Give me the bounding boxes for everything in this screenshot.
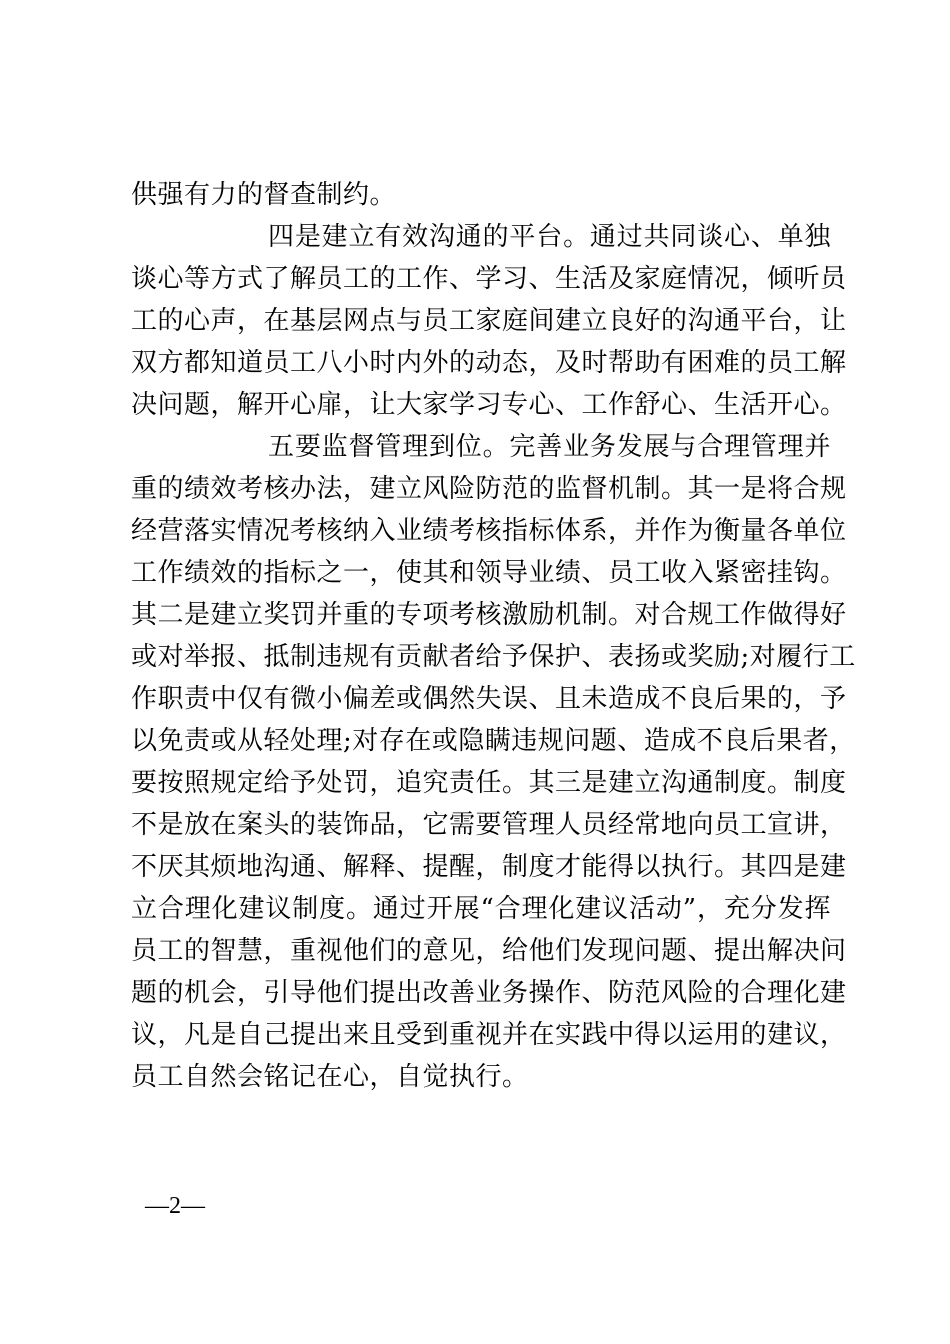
text-line: 双方都知道员工八小时内外的动态，及时帮助有困难的员工解 bbox=[131, 348, 847, 378]
text-line: 五要监督管理到位。完善业务发展与合理管理并 bbox=[268, 432, 831, 462]
text-line: 供强有力的督查制约。 bbox=[131, 180, 397, 210]
text-line: 员工的智慧，重视他们的意见，给他们发现问题、提出解决问 bbox=[131, 936, 847, 966]
text-line: 员工自然会铭记在心，自觉执行。 bbox=[131, 1062, 529, 1092]
text-line: 议，凡是自己提出来且受到重视并在实践中得以运用的建议， bbox=[131, 1020, 847, 1050]
text-line: 不厌其烦地沟通、解释、提醒，制度才能得以执行。其四是建 bbox=[131, 852, 847, 882]
body-text bbox=[131, 174, 856, 1098]
text-line: 立合理化建议制度。通过开展“合理化建议活动”，充分发挥 bbox=[131, 894, 831, 924]
text-line: 不是放在案头的装饰品，它需要管理人员经常地向员工宣讲， bbox=[131, 810, 847, 840]
text-line: 重的绩效考核办法，建立风险防范的监督机制。其一是将合规 bbox=[131, 474, 847, 504]
text-line: 以免责或从轻处理;对存在或隐瞒违规问题、造成不良后果者， bbox=[131, 726, 856, 756]
text-line: 谈心等方式了解员工的工作、学习、生活及家庭情况，倾听员 bbox=[131, 264, 847, 294]
text-line: 经营落实情况考核纳入业绩考核指标体系，并作为衡量各单位 bbox=[131, 516, 847, 546]
text-line: 工的心声，在基层网点与员工家庭间建立良好的沟通平台，让 bbox=[131, 306, 847, 336]
text-line: 四是建立有效沟通的平台。通过共同谈心、单独 bbox=[268, 222, 831, 252]
text-line: 决问题，解开心扉，让大家学习专心、工作舒心、生活开心。 bbox=[131, 390, 847, 420]
page-number: —2— bbox=[145, 1193, 205, 1219]
text-line: 工作绩效的指标之一，使其和领导业绩、员工收入紧密挂钩。 bbox=[131, 558, 847, 588]
text-line: 作职责中仅有微小偏差或偶然失误、且未造成不良后果的，予 bbox=[131, 684, 847, 714]
text-line: 要按照规定给予处罚，追究责任。其三是建立沟通制度。制度 bbox=[131, 768, 847, 798]
text-line: 其二是建立奖罚并重的专项考核激励机制。对合规工作做得好 bbox=[131, 600, 847, 630]
text-line: 题的机会，引导他们提出改善业务操作、防范风险的合理化建 bbox=[131, 978, 847, 1008]
text-line: 或对举报、抵制违规有贡献者给予保护、表扬或奖励;对履行工 bbox=[131, 642, 856, 672]
